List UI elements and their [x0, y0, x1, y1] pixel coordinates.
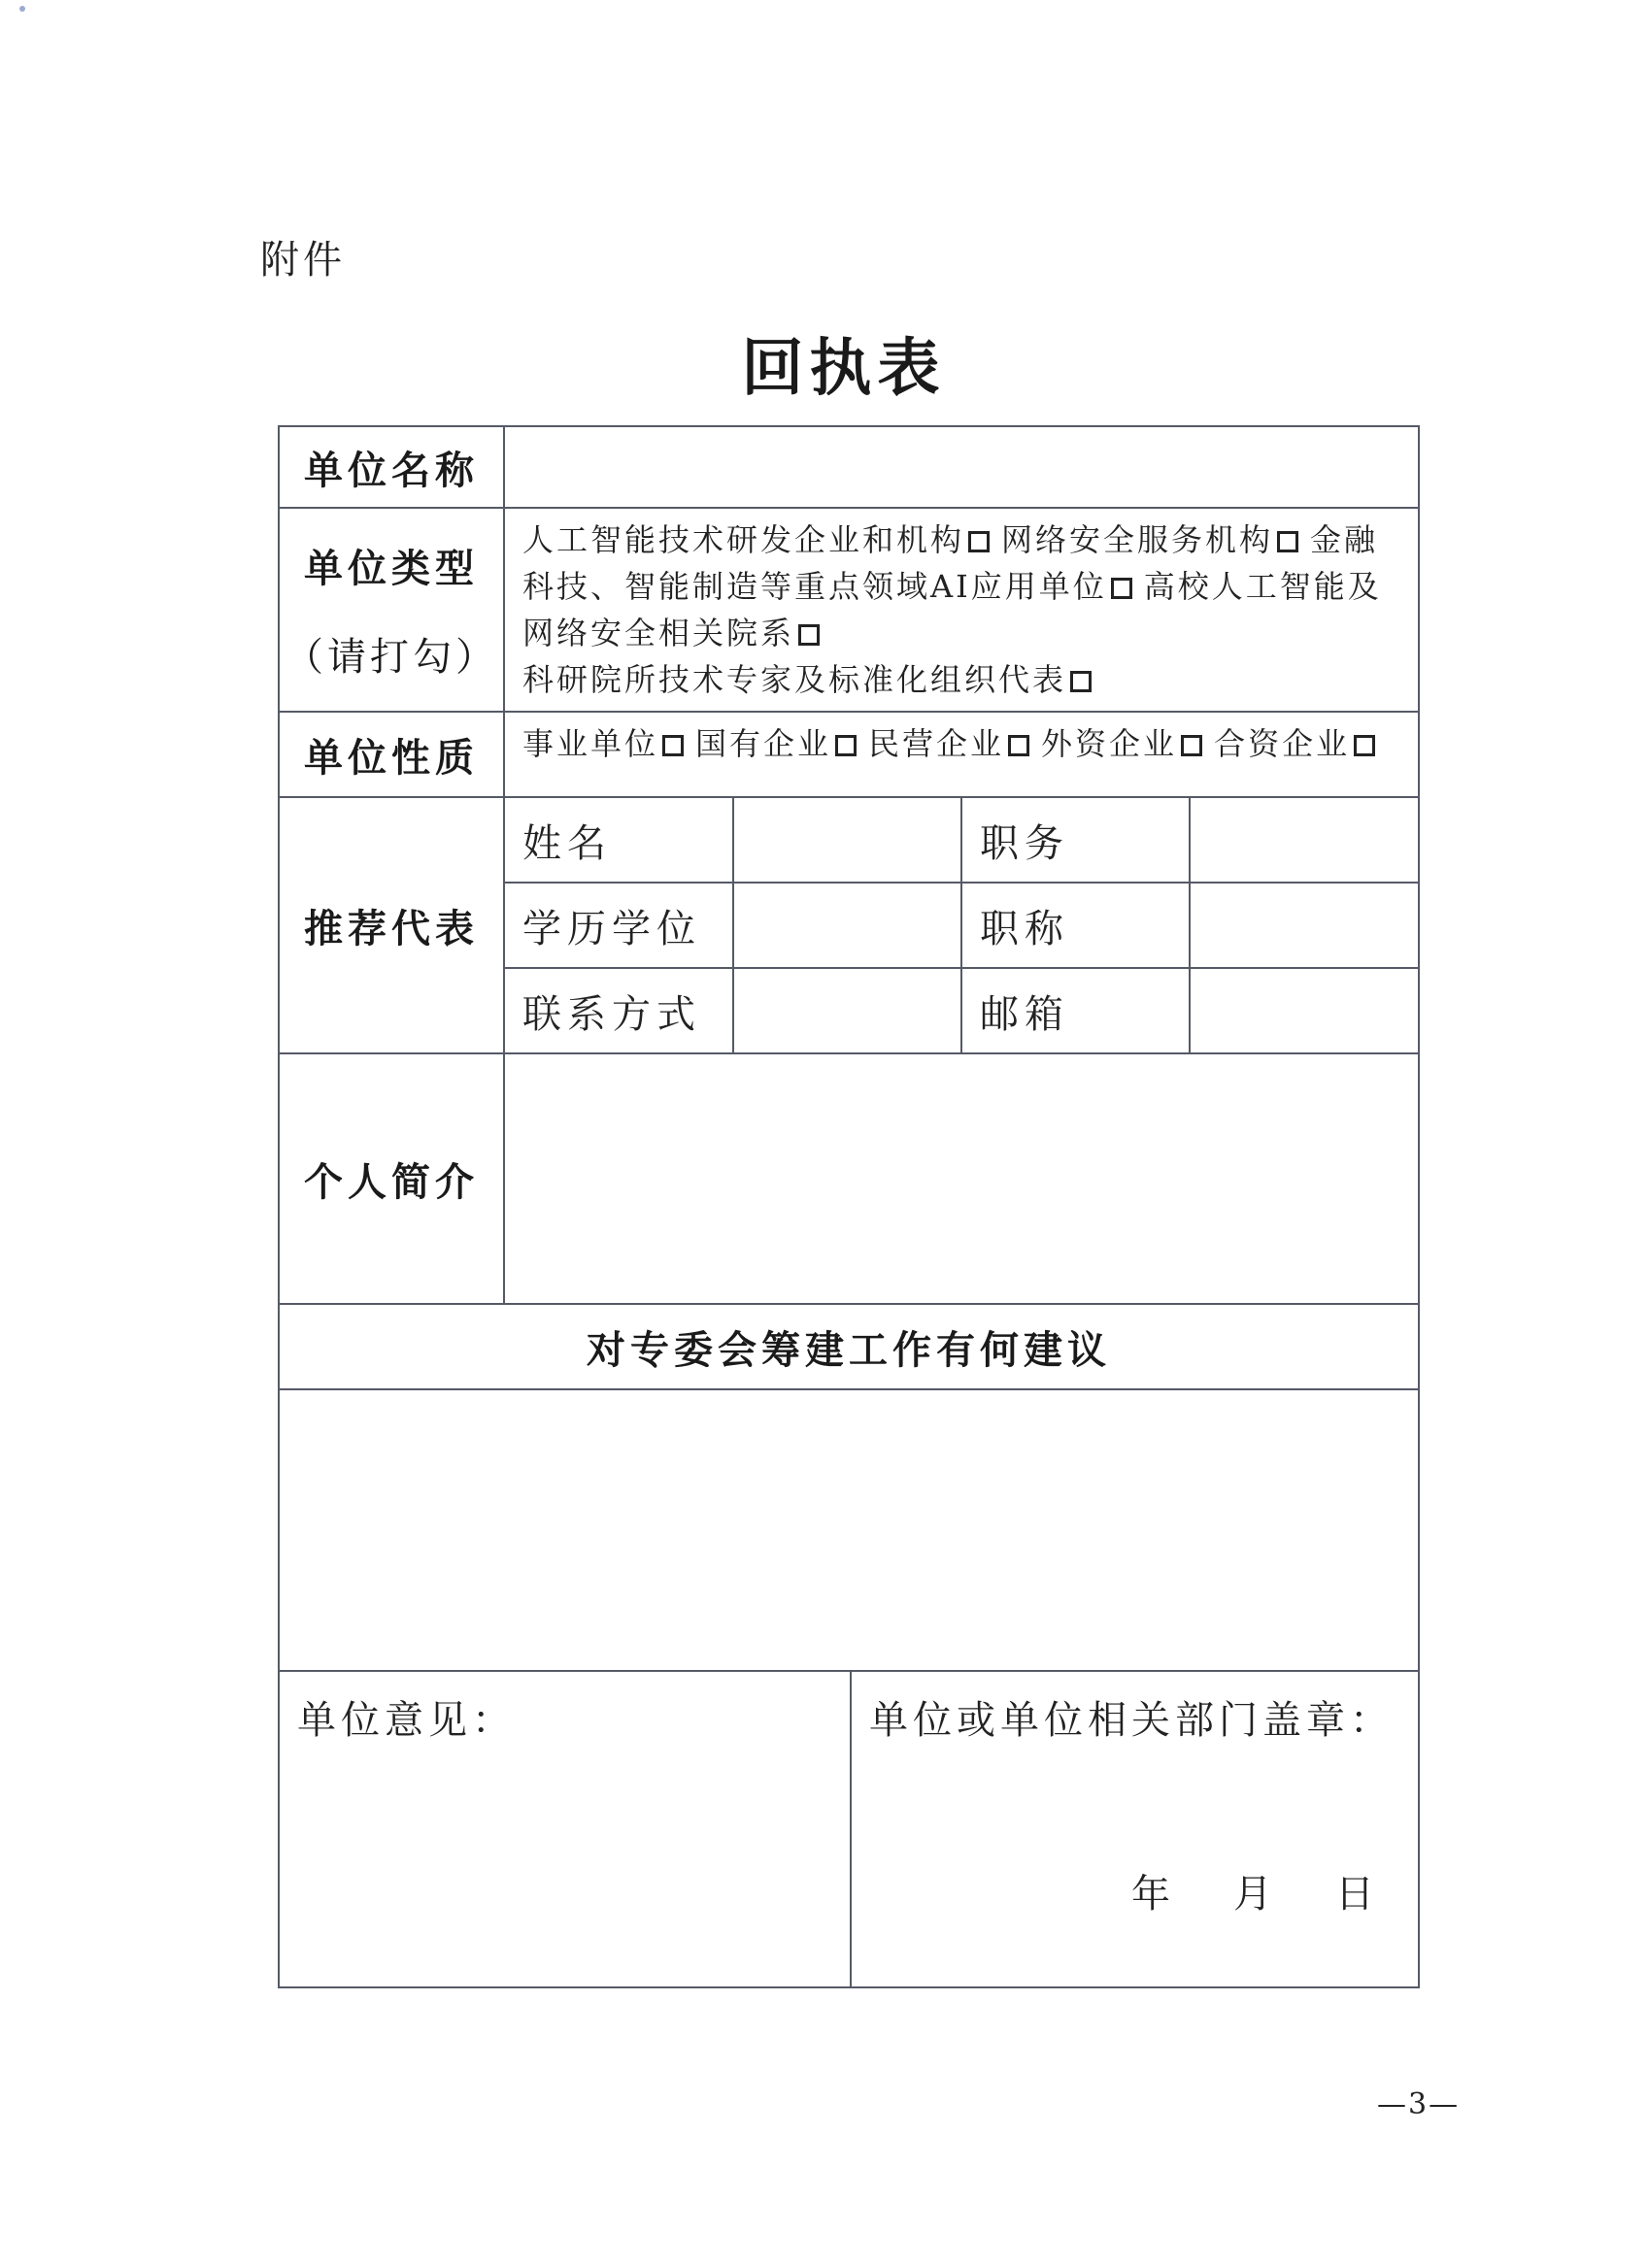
profile-field[interactable] — [504, 1053, 1419, 1304]
checkbox[interactable] — [835, 735, 857, 756]
position-value[interactable] — [1190, 798, 1418, 883]
unit-type-note: （请打勾） — [285, 635, 498, 680]
email-label: 邮箱 — [961, 968, 1190, 1052]
education-value[interactable] — [733, 883, 961, 968]
year-label: 年 — [1131, 1872, 1175, 1917]
checkbox[interactable] — [968, 531, 990, 552]
checkbox[interactable] — [662, 735, 684, 756]
suggestions-heading: 对专委会筹建工作有何建议 — [279, 1304, 1419, 1389]
education-label: 学历学位 — [505, 883, 733, 968]
title-label: 职称 — [961, 883, 1190, 968]
scan-artifact — [19, 6, 25, 12]
email-value[interactable] — [1190, 968, 1418, 1052]
unit-type-option: 网络安全服务机构 — [1001, 521, 1310, 558]
seal-cell[interactable] — [851, 1672, 1418, 1986]
representative-label: 推荐代表 — [279, 797, 504, 1053]
name-value[interactable] — [733, 798, 961, 883]
unit-type-option: 人工智能技术研发企业和机构 — [522, 521, 1001, 558]
profile-label: 个人简介 — [279, 1053, 504, 1304]
checkbox[interactable] — [1277, 531, 1298, 552]
name-label: 姓名 — [505, 798, 733, 883]
unit-nature-option: 合资企业 — [1214, 725, 1387, 762]
unit-name-label: 单位名称 — [279, 426, 504, 508]
position-label: 职务 — [961, 798, 1190, 883]
attachment-label: 附件 — [260, 238, 346, 283]
unit-nature-label: 单位性质 — [279, 712, 504, 797]
unit-type-option: 高校人工智能及网络安全相关院系 — [522, 568, 1382, 651]
checkbox[interactable] — [1354, 735, 1375, 756]
signature-row — [279, 1671, 1419, 1987]
day-label: 日 — [1335, 1872, 1379, 1917]
unit-opinion-label: 单位意见： — [297, 1698, 516, 1743]
unit-nature-option: 事业单位 — [522, 725, 695, 762]
unit-name-field[interactable] — [504, 426, 1419, 508]
title-value[interactable] — [1190, 883, 1418, 968]
unit-nature-option: 国有企业 — [695, 725, 868, 762]
unit-type-option: 科研院所技术专家及标准化组织代表 — [522, 661, 1103, 698]
date-line — [1073, 1863, 1379, 1918]
unit-type-options — [504, 508, 1419, 712]
unit-opinion-cell[interactable] — [280, 1672, 851, 1986]
receipt-form — [278, 425, 1420, 1988]
page-number: —3— — [1377, 2087, 1461, 2121]
representative-grid — [504, 797, 1419, 1053]
checkbox[interactable] — [1111, 578, 1132, 599]
unit-nature-options — [504, 712, 1419, 797]
suggestions-field[interactable] — [279, 1389, 1419, 1671]
page-title: 回执表 — [741, 332, 946, 405]
checkbox[interactable] — [1070, 671, 1092, 692]
unit-nature-option: 民营企业 — [868, 725, 1041, 762]
contact-label: 联系方式 — [505, 968, 733, 1052]
unit-type-label: 单位类型 （请打勾） — [279, 508, 504, 712]
checkbox[interactable] — [1181, 735, 1202, 756]
checkbox[interactable] — [798, 624, 820, 646]
contact-value[interactable] — [733, 968, 961, 1052]
checkbox[interactable] — [1008, 735, 1029, 756]
month-label: 月 — [1233, 1872, 1277, 1917]
unit-type-option: 金融科技、智能制造等重点领域AI应用单位 — [522, 521, 1379, 605]
seal-label: 单位或单位相关部门盖章： — [869, 1698, 1394, 1743]
unit-nature-option: 外资企业 — [1041, 725, 1214, 762]
